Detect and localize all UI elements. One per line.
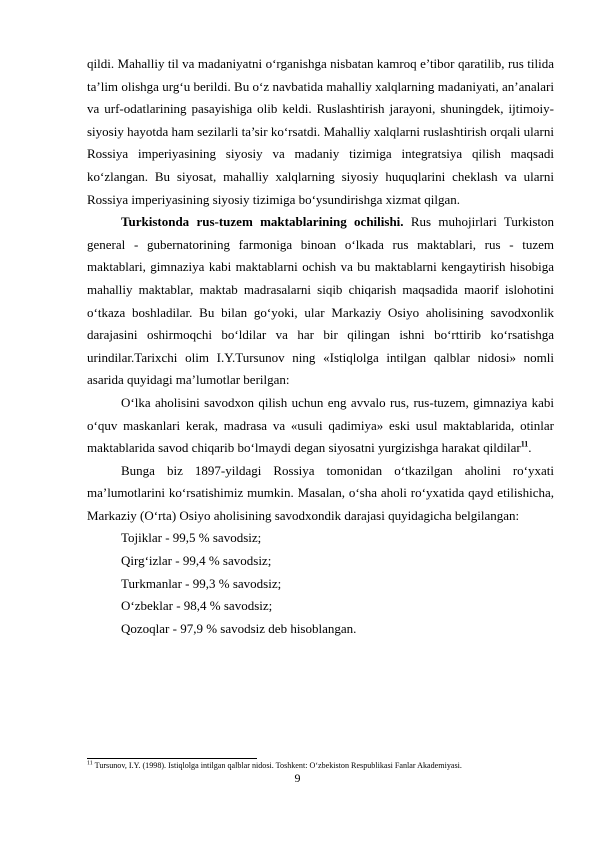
paragraph-2-text: Rus muhojirlari Turkiston general - gubernatorining farmoniga binoan o‘lkada rus maktablari, rus - tuzem maktablari, gimnaziya kabi maktablarni ochish va bu maktablarni kengaytirish hisobiga mahalliy maktablar, maktab madrasalarni siqib chiqarish maqsadida maorif islohotini o‘tkaza boshladilar. Bu bilan go‘yoki, ular Markaziy Osiyo aholisining savodxonlik darajasini oshirmoqchi bo‘ldilar va har bir qilingan ishni bo‘rttirib ko‘rsatishga urindilar.Tarixchi olim I.Y.Tursunov ning «Istiqlolga intilgan qalblar nidosi» nomli asarida quyidagi ma’lumotlar berilgan: xyxy=(87,214,555,388)
list-item: Qirg‘izlar - 99,4 % savodsiz; xyxy=(121,553,272,569)
list-item: Turkmanlar - 99,3 % savodsiz; xyxy=(121,575,282,591)
paragraph-3-end: . xyxy=(528,440,532,456)
footnote-text: Tursunov, I.Y. (1998). Istiqlolga intilgan qalblar nidosi. Toshkent: O‘zbekiston Respublikasi Fanlar Akademiyasi. xyxy=(92,761,462,770)
paragraph-3 xyxy=(87,392,554,460)
footnote-ref: 11 xyxy=(520,439,529,449)
paragraph-4: Bunga biz 1897-yildagi Rossiya tomonidan o‘tkazilgan aholini ro‘yxati ma’lumotlarini ko‘rsatishimiz mumkin. Masalan, o‘sha aholi ro‘yxatida qayd etilishicha, Markaziy (O‘rta) Osiyo aholisining savodxondik darajasi quyidagicha belgilangan: xyxy=(87,462,554,523)
list-item: O‘zbeklar - 98,4 % savodsiz; xyxy=(121,598,273,614)
list-item: Tojiklar - 99,5 % savodsiz; xyxy=(121,530,262,546)
footnote xyxy=(87,760,557,771)
list-item: Qozoqlar - 97,9 % savodsiz deb hisoblangan. xyxy=(121,620,357,636)
paragraph-3-text: O‘lka aholisini savodxon qilish uchun eng avvalo rus, rus-tuzem, gimnaziya kabi o‘quv maskanlari kerak, madrasa va «usuli qadimiya» eski usul maktablarida, otinlar maktablarida savod chiqarib bo‘lmaydi degan siyosatni yurgizishga harakat qildilar xyxy=(87,394,554,456)
page-body xyxy=(87,53,554,640)
page-number: 9 xyxy=(294,771,301,785)
paragraph-1: qildi. Mahalliy til va madaniyatni o‘rganishga nisbatan kamroq e’tibor qaratilib, rus tilida ta’lim olishga urg‘u berildi. Bu o‘z navbatida mahalliy xalqlarning madaniyati, an’analari va urf-odatlarining pasayishiga olib keldi. Ruslashtirish jarayoni, shuningdek, ijtimoiy-siyosiy hayotda ham sezilarli ta’sir ko‘rsatdi. Mahalliy xalqlarni ruslashtirish orqali ularni Rossiya imperiyasining siyosiy va madaniy tizimiga integratsiya qilish maqsadi ko‘zlangan. Bu siyosat, mahalliy xalqlarning siyosiy huquqlarini cheklash va ularni Rossiya imperiyasining siyosiy tizimiga bo‘ysundirishga xizmat qilgan. xyxy=(87,56,554,207)
section-heading: Turkistonda rus-tuzem maktablarining ochilishi. xyxy=(121,214,404,230)
footnote-divider xyxy=(87,758,257,759)
paragraph-2 xyxy=(87,211,554,392)
footnote-number: 11 xyxy=(87,760,93,767)
